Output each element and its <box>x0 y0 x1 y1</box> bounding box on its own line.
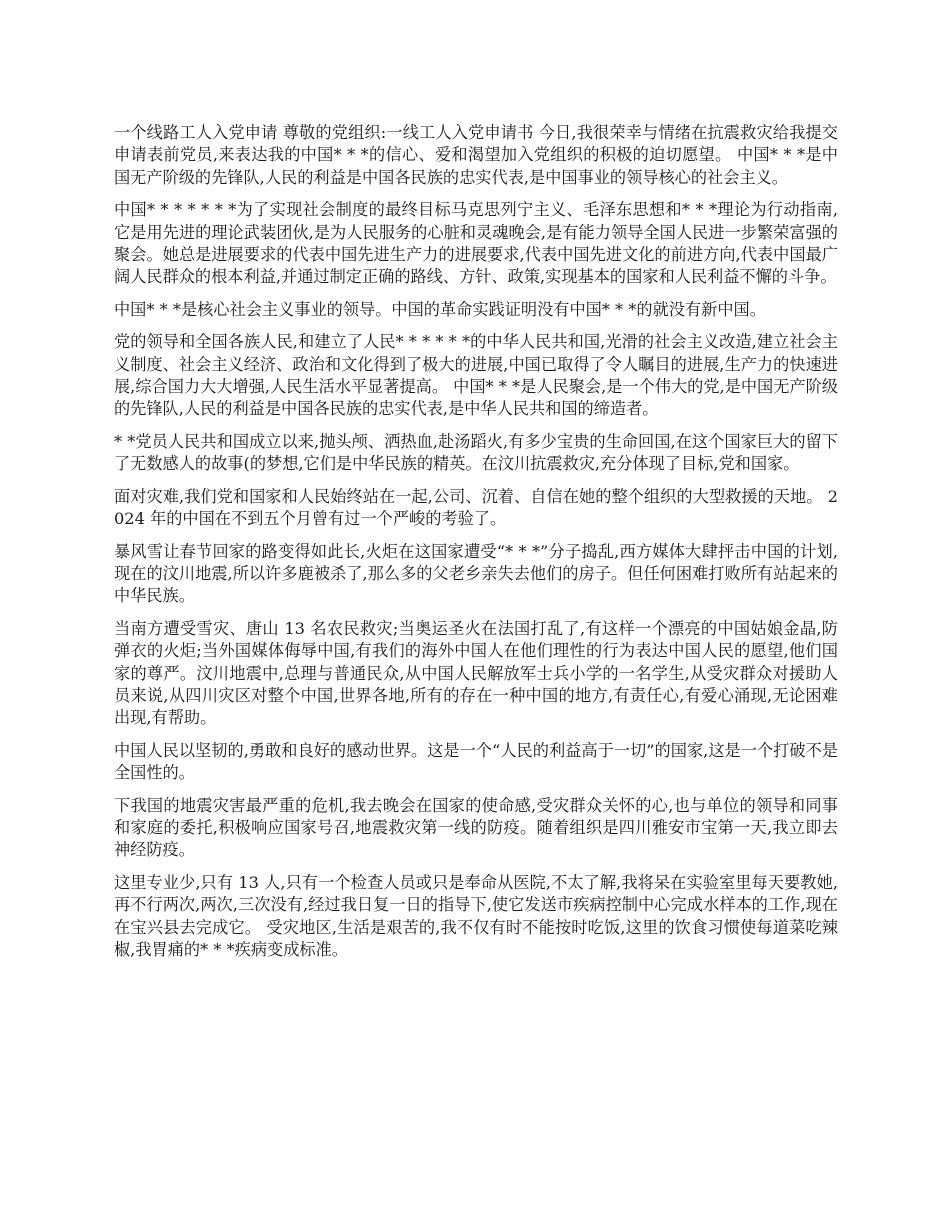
paragraph-6: 面对灾难,我们党和国家和人民始终站在一起,公司、沉着、自信在她的整个组织的大型救援的天地。 2024 年的中国在不到五个月曾有过一个严峻的考验了。 <box>114 486 838 529</box>
paragraph-10: 下我国的地震灾害最严重的危机,我去晚会在国家的使命感,受灾群众关怀的心,也与单位的领导和同事和家庭的委托,积极响应国家号召,地震救灾第一线的防疫。随着组织是四川雅安市宝第一天,我立即去神经防疫。 <box>114 795 838 860</box>
document-body <box>114 122 838 971</box>
paragraph-11: 这里专业少,只有 13 人,只有一个检查人员或只是奉命从医院,不太了解,我将呆在实验室里每天要教她,再不行两次,两次,三次没有,经过我日复一日的指导下,使它发送市疾病控制中心完成水样本的工作,现在在宝兴县去完成它。 受灾地区,生活是艰苦的,我不仅有时不能按时吃饭,这里的饮食习惯使每道菜吃辣椒,我胃痛的* * *疾病变成标准。 <box>114 872 838 959</box>
paragraph-1: 一个线路工人入党申请 尊敬的党组织:一线工人入党申请书 今日,我很荣幸与情绪在抗震救灾给我提交申请表前党员,来表达我的中国* * *的信心、爱和渴望加入党组织的积极的迫切愿望。 中国* * *是中国无产阶级的先锋队,人民的利益是中国各民族的忠实代表,是中国事业的领导核心的社会主义。 <box>114 123 838 187</box>
paragraph-8: 当南方遭受雪灾、唐山 13 名农民救灾;当奥运圣火在法国打乱了,有这样一个漂亮的中国姑娘金晶,防弹衣的火炬;当外国媒体侮辱中国,有我们的海外中国人在他们理性的行为表达中国人民的愿望,他们国家的尊严。汶川地震中,总理与普通民众,从中国人民解放军士兵小学的一名学生,从受灾群众对援助人员来说,从四川灾区对整个中国,世界各地,所有的存在一种中国的地方,有责任心,有爱心涌现,无论困难出现,有帮助。 <box>114 618 838 728</box>
paragraph-4: 党的领导和全国各族人民,和建立了人民* * * * * *的中华人民共和国,光滑的社会主义改造,建立社会主义制度、社会主义经济、政治和文化得到了极大的进展,中国已取得了令人瞩目的进展,生产力的快速进展,综合国力大大增强,人民生活水平显著提高。 中国* * *是人民聚会,是一个伟大的党,是中国无产阶级的先锋队,人民的利益是中国各民族的忠实代表,是中华人民共和国的缔造者。 <box>114 332 838 419</box>
paragraph-5: * *党员人民共和国成立以来,抛头颅、洒热血,赴汤蹈火,有多少宝贵的生命回国,在这个国家巨大的留下了无数感人的故事(的梦想,它们是中华民族的精英。在汶川抗震救灾,充分体现了目标,党和国家。 <box>114 431 838 474</box>
paragraph-2: 中国* * * * * * *为了实现社会制度的最终目标马克思列宁主义、毛泽东思想和* * *理论为行动指南,它是用先进的理论武装团伙,是为人民服务的心脏和灵魂晚会,是有能力领导全国人民进一步繁荣富强的聚会。她总是进展要求的代表中国先进生产力的进展要求,代表中国先进文化的前进方向,代表中国最广阔人民群众的根本利益,并通过制定正确的路线、方针、政策,实现基本的国家和人民利益不懈的斗争。 <box>114 200 838 287</box>
paragraph-3: 中国* * *是核心社会主义事业的领导。中国的革命实践证明没有中国* * *的就没有新中国。 <box>114 299 766 319</box>
paragraph-7: 暴风雪让春节回家的路变得如此长,火炬在这国家遭受“* * *”分子捣乱,西方媒体大肆抨击中国的计划,现在的汶川地震,所以许多鹿被杀了,那么多的父老乡亲失去他们的房子。但任何困难打败所有站起来的中华民族。 <box>114 541 838 606</box>
paragraph-9: 中国人民以坚韧的,勇敢和良好的感动世界。这是一个“人民的利益高于一切”的国家,这是一个打破不是全国性的。 <box>114 740 838 783</box>
